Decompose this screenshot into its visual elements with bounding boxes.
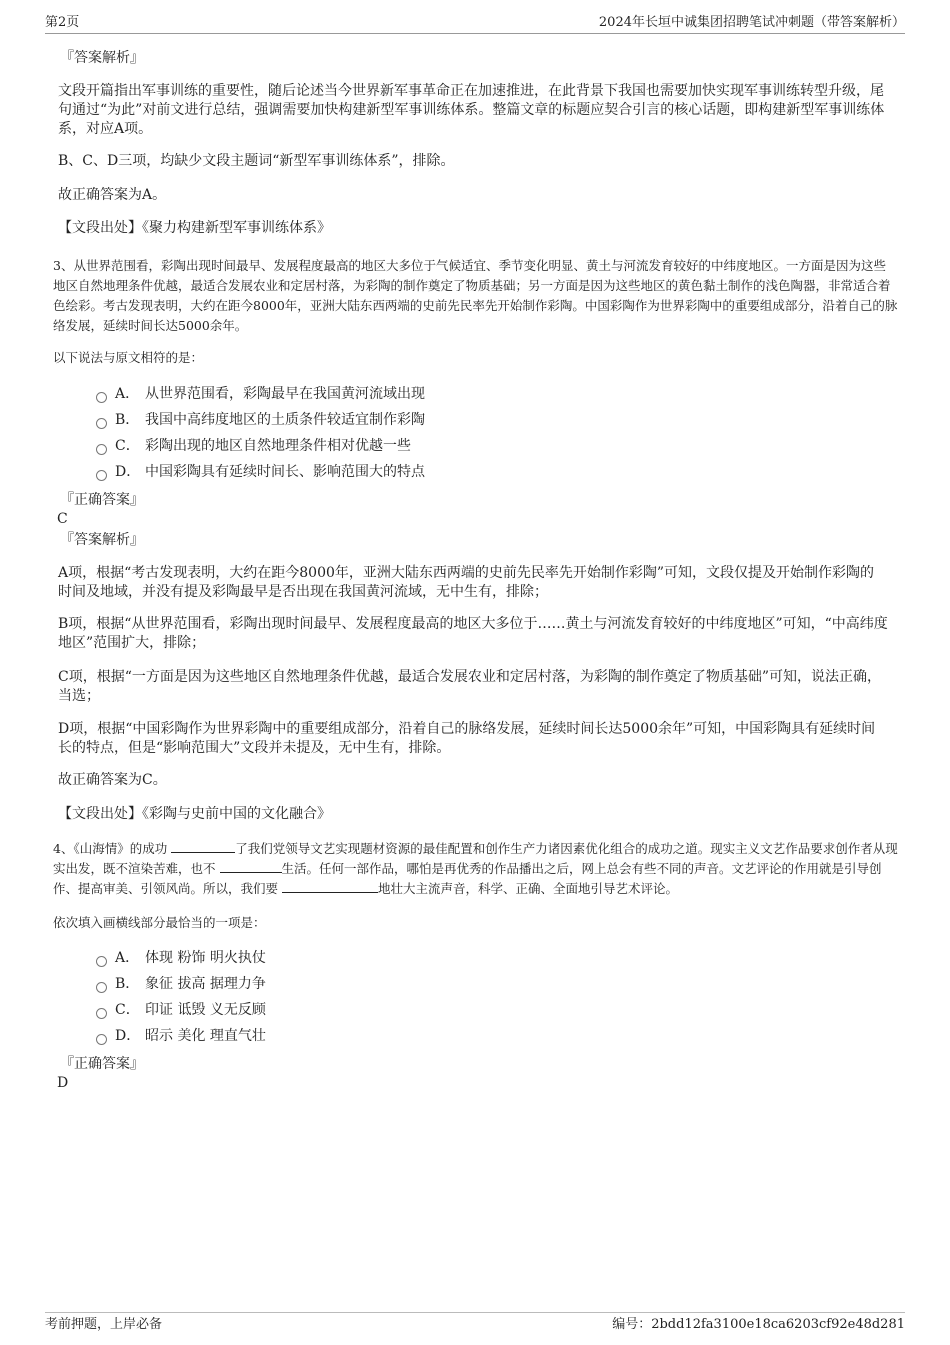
- q3-correct-tag: 『正确答案』: [60, 492, 144, 508]
- q4-option-c[interactable]: C． 印证 诋毁 义无反顾: [96, 999, 266, 1021]
- q4-correct-tag: 『正确答案』: [60, 1056, 144, 1072]
- radio-icon[interactable]: [96, 418, 107, 429]
- document-title: 2024年长垣中诚集团招聘笔试冲刺题（带答案解析）: [598, 15, 905, 30]
- q4-prompt: 依次填入画横线部分最恰当的一项是：: [53, 915, 266, 930]
- q3-stem: 3、从世界范围看，彩陶出现时间最早、发展程度最高的地区大多位于气候适宜、季节变化明显、黄土与河流发育较好的中纬度地区。一方面是因为这些地区自然地理条件优越，最适合发展农业和定居村落，为彩陶的制作奠定了物质基础；另一方面是因为这些地区的黄色黏土制作的浅色陶器，非常适合着色绘彩。考古发现表明，大约在距今8000年，亚洲大陆东西两端的史前先民率先开始制作彩陶。中国彩陶作为世界彩陶中的重要组成部分，沿着自己的脉络发展，延续时间长达5000余年。: [53, 258, 898, 333]
- q3-source: 【文段出处】《彩陶与史前中国的文化融合》: [58, 806, 331, 822]
- radio-icon[interactable]: [96, 956, 107, 967]
- q3-analysis-c: C项，根据“一方面是因为这些地区自然地理条件优越，最适合发展农业和定居村落，为彩陶的制作奠定了物质基础”可知，说法正确，当选；: [58, 669, 882, 704]
- radio-icon[interactable]: [96, 392, 107, 403]
- q3-option-d[interactable]: D． 中国彩陶具有延续时间长、影响范围大的特点: [96, 461, 425, 483]
- radio-icon[interactable]: [96, 470, 107, 481]
- radio-icon[interactable]: [96, 1008, 107, 1019]
- blank-2: [220, 859, 282, 873]
- q3-analysis-d: D项，根据“中国彩陶作为世界彩陶中的重要组成部分，沿着自己的脉络发展，延续时间长达5000余年”可知，中国彩陶具有延续时间长的特点，但是“影响范围大”文段并未提及，无中生有，排除。: [58, 721, 876, 756]
- footer-slogan: 考前押题，上岸必备: [45, 1317, 163, 1332]
- q3-analysis-tag: 『答案解析』: [60, 532, 144, 548]
- q4-correct-answer: D: [57, 1075, 69, 1091]
- page-footer: [45, 1312, 905, 1334]
- q3-option-a[interactable]: A． 从世界范围看，彩陶最早在我国黄河流域出现: [96, 383, 425, 405]
- q4-option-b[interactable]: B． 象征 拔高 据理力争: [96, 973, 266, 995]
- q3-analysis-b: B项，根据“从世界范围看，彩陶出现时间最早、发展程度最高的地区大多位于……黄土与河流发育较好的中纬度地区”可知，“中高纬度地区”范围扩大，排除；: [58, 616, 888, 651]
- q3-prompt: 以下说法与原文相符的是：: [53, 350, 204, 365]
- radio-icon[interactable]: [96, 444, 107, 455]
- q2-analysis-paragraph-2: B、C、D三项，均缺少文段主题词“新型军事训练体系”，排除。: [58, 153, 455, 169]
- q4-option-d[interactable]: D． 昭示 美化 理直气壮: [96, 1025, 266, 1047]
- blank-3: [282, 879, 378, 893]
- q2-conclusion: 故正确答案为A。: [58, 187, 167, 203]
- q3-option-c[interactable]: C． 彩陶出现的地区自然地理条件相对优越一些: [96, 435, 411, 457]
- q3-conclusion: 故正确答案为C。: [58, 772, 167, 788]
- q2-analysis-tag: 『答案解析』: [60, 50, 144, 66]
- blank-1: [171, 839, 235, 853]
- footer-serial: 编号：2bdd12fa3100e18ca6203cf92e48d281: [612, 1317, 905, 1332]
- q4-stem: 4、《山海情》的成功 了我们党领导文艺实现题材资源的最佳配置和创作生产力诸因素优化组合的成功之道。现实主义文艺作品要求创作者从现实出发，既不渲染苦难，也不 生活。任何一部作品，哪怕是再优秀的作品播出之后，网上总会有些不同的声音。文艺评论的作用就是引导创作、提高审美、引领风尚。所以，我们要 地壮大主流声音，科学、正确、全面地引导艺术评论。: [53, 841, 898, 896]
- q4-option-a[interactable]: A． 体现 粉饰 明火执仗: [96, 947, 266, 969]
- q3-option-b[interactable]: B． 我国中高纬度地区的土质条件较适宜制作彩陶: [96, 409, 425, 431]
- radio-icon[interactable]: [96, 1034, 107, 1045]
- q3-correct-answer: C: [57, 511, 68, 527]
- q2-analysis-paragraph: 文段开篇指出军事训练的重要性，随后论述当今世界新军事革命正在加速推进，在此背景下我国也需要加快实现军事训练转型升级，尾句通过“为此”对前文进行总结，强调需要加快构建新型军事训练体系。整篇文章的标题应契合引言的核心话题，即构建新型军事训练体系，对应A项。: [58, 83, 885, 137]
- q3-analysis-a: A项，根据“考古发现表明，大约在距今8000年，亚洲大陆东西两端的史前先民率先开始制作彩陶”可知，文段仅提及开始制作彩陶的时间及地域，并没有提及彩陶最早是否出现在我国黄河流域，无中生有，排除；: [58, 565, 875, 600]
- page-number: 第2页: [45, 15, 80, 30]
- radio-icon[interactable]: [96, 982, 107, 993]
- q2-source: 【文段出处】《聚力构建新型军事训练体系》: [58, 220, 331, 236]
- page-header: [45, 14, 905, 34]
